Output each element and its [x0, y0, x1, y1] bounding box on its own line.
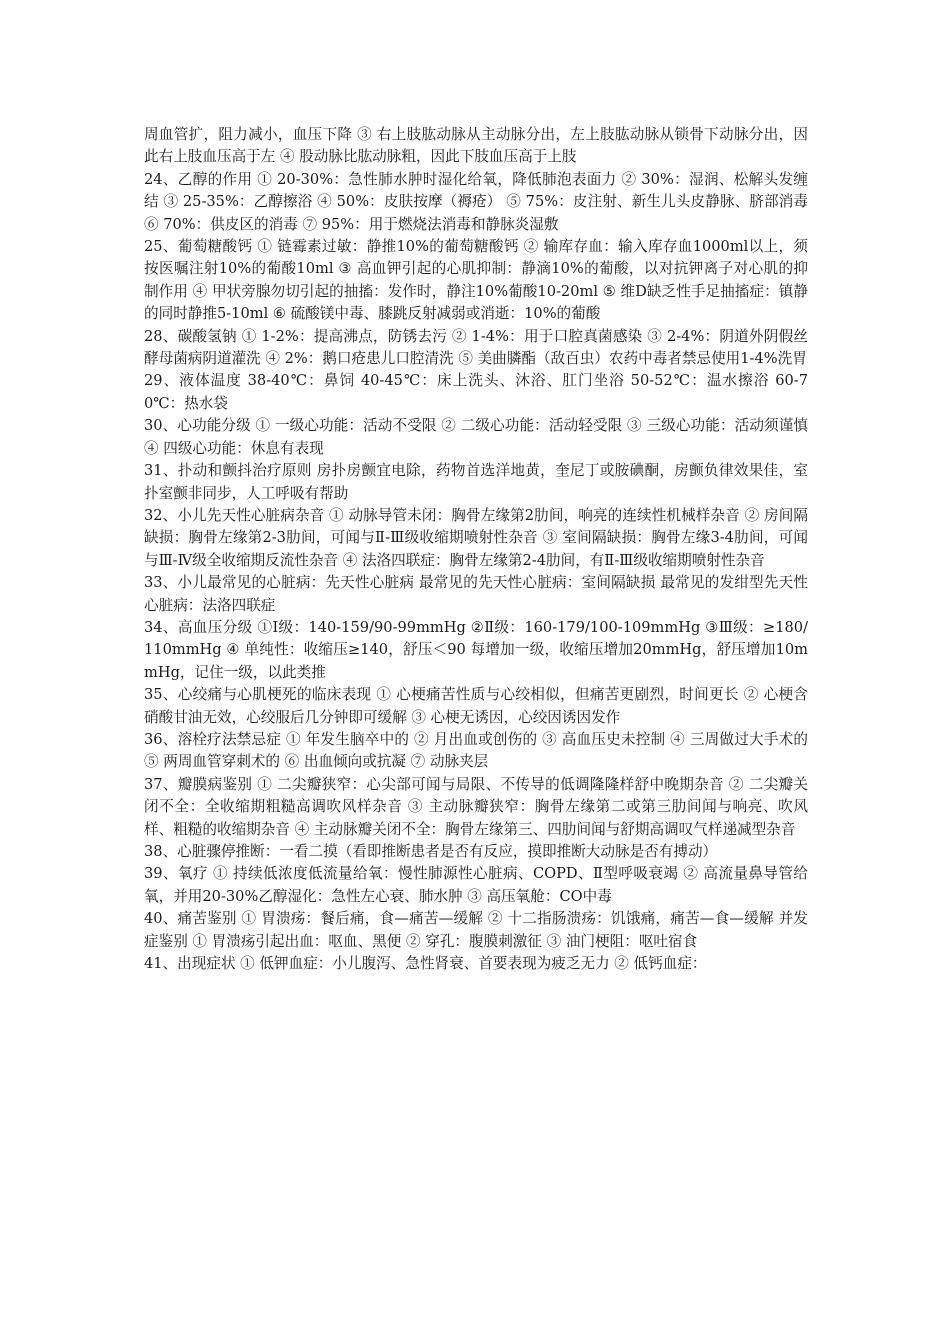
paragraph-29-liquid-temperature: 29、液体温度 38-40℃：鼻饲 40-45℃：床上洗头、沐浴、肛门坐浴 50-52℃：温水擦浴 60-70℃：热水袋: [144, 372, 808, 412]
paragraph-39-oxygen-therapy: 39、氧疗 ① 持续低浓度低流量给氧：慢性肺源性心脏病、COPD、Ⅱ型呼吸衰竭 ② 高流量鼻导管给氧，并用20-30%乙醇湿化：急性左心衰、肺水肿 ③ 高压氧舱：CO中毒: [144, 865, 808, 905]
paragraph-34-hypertension-grade: 34、高血压分级 ①Ⅰ级：140-159/90-99mmHg ②Ⅱ级：160-179/100-109mmHg ③Ⅲ级：≥180/110mmHg ④ 单纯性：收缩压≥140，舒压＜90 每增加一级，收缩压增加20mmHg，舒压增加10mmHg，记住一级，以此类推: [144, 618, 808, 681]
paragraph-38-cardiac-arrest: 38、心脏骤停推断：一看二摸（看即推断患者是否有反应，摸即推断大动脉是否有搏动）: [144, 843, 718, 860]
paragraph-40-pain-differentiation: 40、痛苦鉴别 ① 胃溃疡：餐后痛，食—痛苦—缓解 ② 十二指肠溃疡：饥饿痛，痛苦—食—缓解 并发症鉴别 ① 胃溃疡引起出血：呕血、黑便 ② 穿孔：腹膜刺激征 ③ 油门梗阻：呕吐宿食: [144, 910, 808, 950]
paragraph-24-ethanol: 24、乙醇的作用 ① 20-30%：急性肺水肿时湿化给氧，降低肺泡表面力 ② 30%：湿润、松解头发缠结 ③ 25-35%：乙醇擦浴 ④ 50%：皮肤按摩（褥疮） ⑤ 75%：皮注射、新生儿头皮静脉、脐部消毒 ⑥ 70%：供皮区的消毒 ⑦ 95%：用于燃烧法消毒和静脉炎湿敷: [144, 170, 808, 233]
document-body: [144, 124, 808, 975]
paragraph-28-sodium-bicarbonate: 28、碳酸氢钠 ① 1-2%：提高沸点，防锈去污 ② 1-4%：用于口腔真菌感染 ③ 2-4%：阴道外阴假丝酵母菌病阴道灌洗 ④ 2%：鹅口疮患儿口腔清洗 ⑤ 美曲膦酯（敌百虫）农药中毒者禁忌使用1-4%洗胃: [144, 327, 808, 368]
paragraph-36-thrombolysis-contraindications: 36、溶栓疗法禁忌症 ① 年发生脑卒中的 ② 月出血或创伤的 ③ 高血压史未控制 ④ 三周做过大手术的 ⑤ 两周血管穿刺术的 ⑥ 出血倾向或抗凝 ⑦ 动脉夹层: [144, 730, 808, 771]
paragraph-35-angina-infarction: 35、心绞痛与心肌梗死的临床表现 ① 心梗痛苦性质与心绞相似，但痛苦更剧烈，时间更长 ② 心梗含硝酸甘油无效，心绞服后几分钟即可缓解 ③ 心梗无诱因，心绞因诱因发作: [144, 686, 808, 726]
paragraph-33-common-heart-disease: 33、小儿最常见的心脏病：先天性心脏病 最常见的先天性心脏病：室间隔缺损 最常见的发绀型先天性心脏病：法洛四联症: [144, 574, 808, 614]
paragraph-continuation: 周血管扩，阻力减小，血压下降 ③ 右上肢肱动脉从主动脉分出，左上肢肱动脉从锁骨下动脉分出，因此右上肢血压高于左 ④ 股动脉比肱动脉粗，因此下肢血压高于上肢: [144, 126, 808, 166]
paragraph-37-valve-disease: 37、瓣膜病鉴别 ① 二尖瓣狭窄：心尖部可闻与局限、不传导的低调隆隆样舒中晚期杂音 ② 二尖瓣关闭不全：全收缩期粗糙高调吹风样杂音 ③ 主动脉瓣狭窄：胸骨左缘第二或第三肋间闻与响亮、吹风样、粗糙的收缩期杂音 ④ 主动脉瓣关闭不全：胸骨左缘第三、四肋间闻与舒期高调叹气样递减型杂音: [144, 775, 808, 838]
paragraph-30-heart-function-grade: 30、心功能分级 ① 一级心功能：活动不受限 ② 二级心功能：活动轻受限 ③ 三级心功能：活动须谨慎 ④ 四级心功能：休息有表现: [144, 417, 808, 457]
paragraph-25-calcium-gluconate: 25、葡萄糖酸钙 ① 链霉素过敏：静推10%的葡萄糖酸钙 ② 输库存血：输入库存血1000ml以上，须按医嘱注射10%的葡酸10ml ③ 高血钾引起的心肌抑制：静滴10%的葡酸，以对抗钾离子对心肌的抑制作用 ④ 甲状旁腺勿切引起的抽搐：发作时，静注10%葡酸10-20ml ⑤ 维D缺乏性手足抽搐症：镇静的同时静推5-10ml ⑥ 硫酸镁中毒、膝跳反射减弱或消逝：10%的葡酸: [144, 238, 808, 323]
paragraph-41-symptoms: 41、出现症状 ① 低钾血症：小儿腹泻、急性肾衰、首要表现为疲乏无力 ② 低钙血症：: [144, 955, 707, 973]
paragraph-31-flutter-fibrillation: 31、扑动和颤抖治疗原则 房扑房颤宜电除，药物首选洋地黄，奎尼丁或胺碘酮，房颤负律效果佳，室扑室颤非同步，人工呼吸有帮助: [144, 462, 808, 502]
paragraph-32-congenital-murmurs: 32、小儿先天性心脏病杂音 ① 动脉导管未闭：胸骨左缘第2肋间，响亮的连续性机械样杂音 ② 房间隔缺损：胸骨左缘第2-3肋间，可闻与Ⅱ-Ⅲ级收缩期喷射性杂音 ③ 室间隔缺损：胸骨左缘3-4肋间，可闻与Ⅲ-Ⅳ级全收缩期反流性杂音 ④ 法洛四联症：胸骨左缘第2-4肋间，有Ⅱ-Ⅲ级收缩期喷射性杂音: [144, 506, 808, 569]
